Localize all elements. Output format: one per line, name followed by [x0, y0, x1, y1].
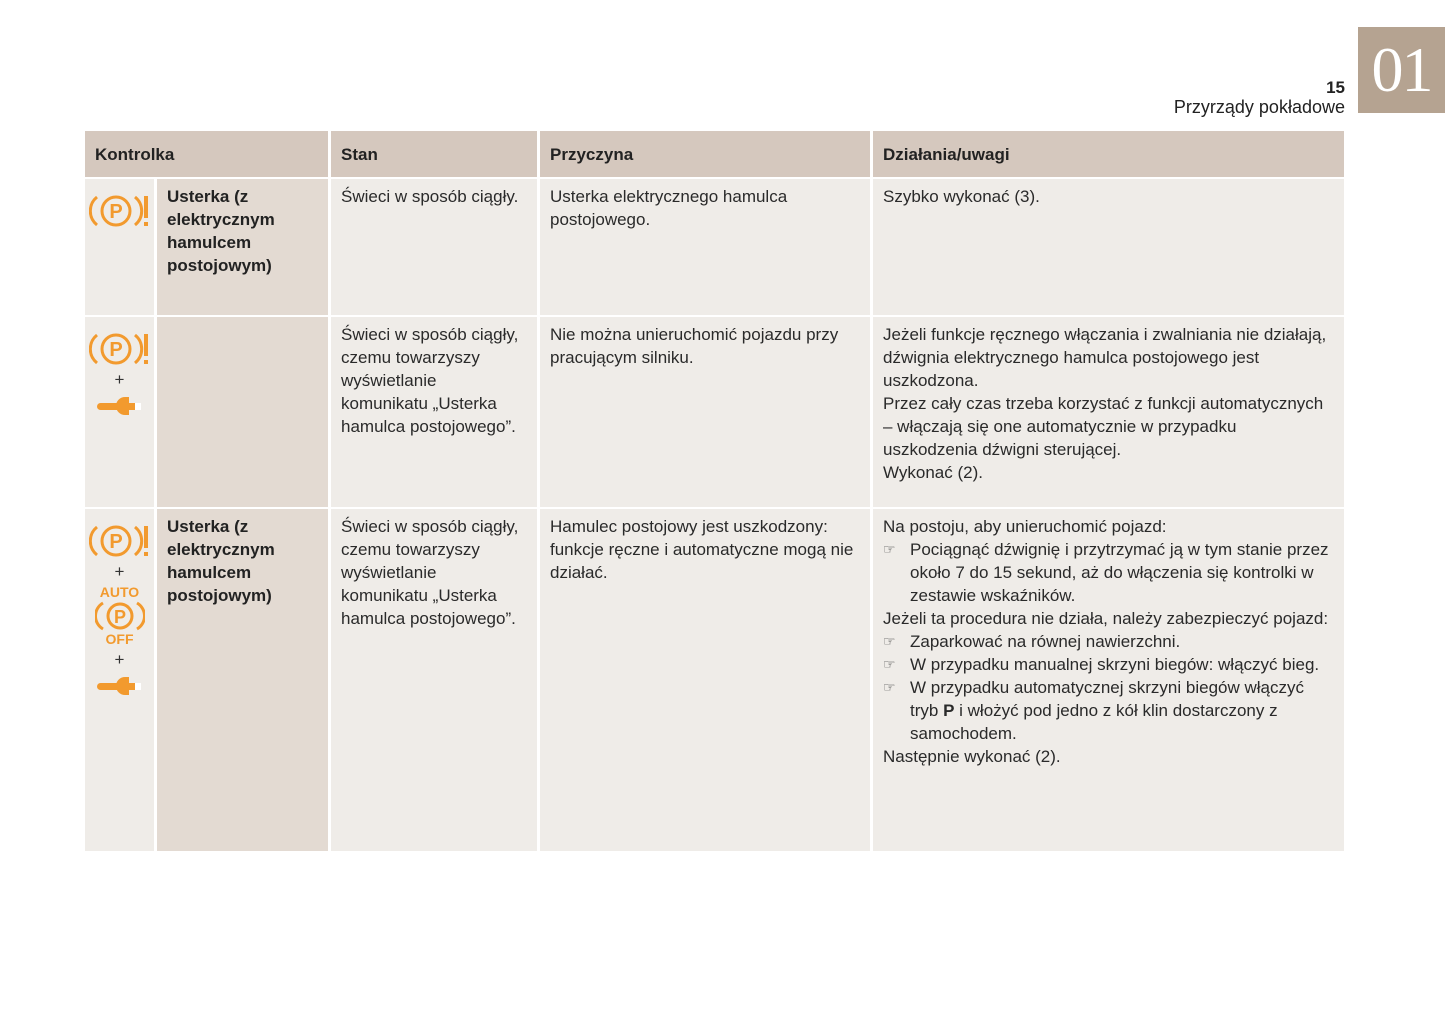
table-header-row [85, 131, 1344, 177]
header-przyczyna: Przyczyna [540, 131, 870, 177]
dzialania-middle: Jeżeli ta procedura nie działa, należy zabezpieczyć pojazd: [883, 609, 1329, 628]
table-row [85, 317, 1344, 507]
dzialania-outro: Następnie wykonać (2). [883, 747, 1061, 766]
dzialania-line: Przez cały czas trzeba korzystać z funkcji automatycznych – włączają się one automatycznie w przypadku uszkodzenia dźwigni sterującej. [883, 394, 1324, 459]
list-item-text-before: W przypadku automatycznej skrzyni biegów włączyć tryb [910, 678, 1304, 720]
plus-sign: + [114, 562, 125, 581]
pointing-hand-icon: ☞ [883, 679, 896, 695]
action-list [883, 630, 1334, 745]
header-dzialania: Działania/uwagi [873, 131, 1344, 177]
gear-mode-p: P [943, 701, 955, 720]
dzialania-line: Wykonać (2). [883, 463, 983, 482]
icon-cell [85, 179, 154, 315]
stan-cell: Świeci w sposób ciągły. [331, 179, 537, 315]
przyczyna-cell: Usterka elektrycznego hamulca postojowego. [540, 179, 870, 315]
list-item-text: W przypadku manualnej skrzyni biegów: włączyć bieg. [910, 655, 1320, 674]
dzialania-cell [873, 317, 1344, 507]
header-stan: Stan [331, 131, 537, 177]
page-number: 15 [1326, 78, 1345, 97]
header-kontrolka: Kontrolka [85, 131, 328, 177]
wrench-icon [95, 393, 145, 419]
off-label: OFF [105, 631, 134, 647]
table-row [85, 179, 1344, 315]
warning-label: Usterka (z elektrycznym hamulcem postojowym) [157, 509, 328, 851]
list-item [883, 676, 1334, 745]
warning-lights-table [82, 129, 1347, 853]
stan-cell: Świeci w sposób ciągły, czemu towarzyszy wyświetlanie komunikatu „Usterka hamulca postojowego”. [331, 509, 537, 851]
icon-cell [85, 317, 154, 507]
przyczyna-cell: Hamulec postojowy jest uszkodzony: funkcje ręczne i automatyczne mogą nie działać. [540, 509, 870, 851]
plus-sign: + [114, 370, 125, 389]
svg-text:P: P [108, 339, 123, 361]
list-item-text: Zaparkować na równej nawierzchni. [910, 632, 1181, 651]
parking-brake-warning-icon [89, 331, 151, 367]
parking-brake-warning-icon [89, 193, 151, 229]
pointing-hand-icon: ☞ [883, 633, 896, 649]
parking-brake-warning-icon [89, 523, 151, 559]
warning-label: Usterka (z elektrycznym hamulcem postojowym) [157, 179, 328, 315]
wrench-icon [95, 673, 145, 699]
warning-label [157, 317, 328, 507]
auto-parking-brake-icon [95, 600, 145, 632]
list-item-text-after: i włożyć pod jedno z kół klin dostarczony z samochodem. [910, 701, 1278, 743]
chapter-number-box: 01 [1358, 27, 1445, 113]
dzialania-intro: Na postoju, aby unieruchomić pojazd: [883, 517, 1167, 536]
icon-cell [85, 509, 154, 851]
list-item [883, 630, 1334, 653]
svg-text:P: P [113, 607, 126, 627]
section-title: Przyrządy pokładowe [1173, 97, 1345, 117]
svg-text:P: P [108, 531, 123, 553]
list-item-text: Pociągnąć dźwignię i przytrzymać ją w tym stanie przez około 7 do 15 sekund, aż do włączenia się kontrolki w zestawie wskaźników. [910, 540, 1329, 605]
plus-sign: + [114, 650, 125, 669]
stan-cell: Świeci w sposób ciągły, czemu towarzyszy wyświetlanie komunikatu „Usterka hamulca postojowego”. [331, 317, 537, 507]
dzialania-cell [873, 179, 1344, 315]
dzialania-line: Jeżeli funkcje ręcznego włączania i zwalniania nie działają, dźwignia elektrycznego hamulca postojowego jest uszkodzona. [883, 325, 1327, 390]
table-row [85, 509, 1344, 851]
pointing-hand-icon: ☞ [883, 541, 896, 557]
auto-off-icon [95, 585, 145, 647]
przyczyna-cell: Nie można unieruchomić pojazdu przy pracującym silniku. [540, 317, 870, 507]
list-item [883, 653, 1334, 676]
svg-text:P: P [108, 201, 123, 223]
auto-label: AUTO [99, 584, 140, 600]
action-list [883, 538, 1334, 607]
pointing-hand-icon: ☞ [883, 656, 896, 672]
list-item [883, 538, 1334, 607]
dzialania-line: Szybko wykonać (3). [883, 187, 1040, 206]
dzialania-cell [873, 509, 1344, 851]
